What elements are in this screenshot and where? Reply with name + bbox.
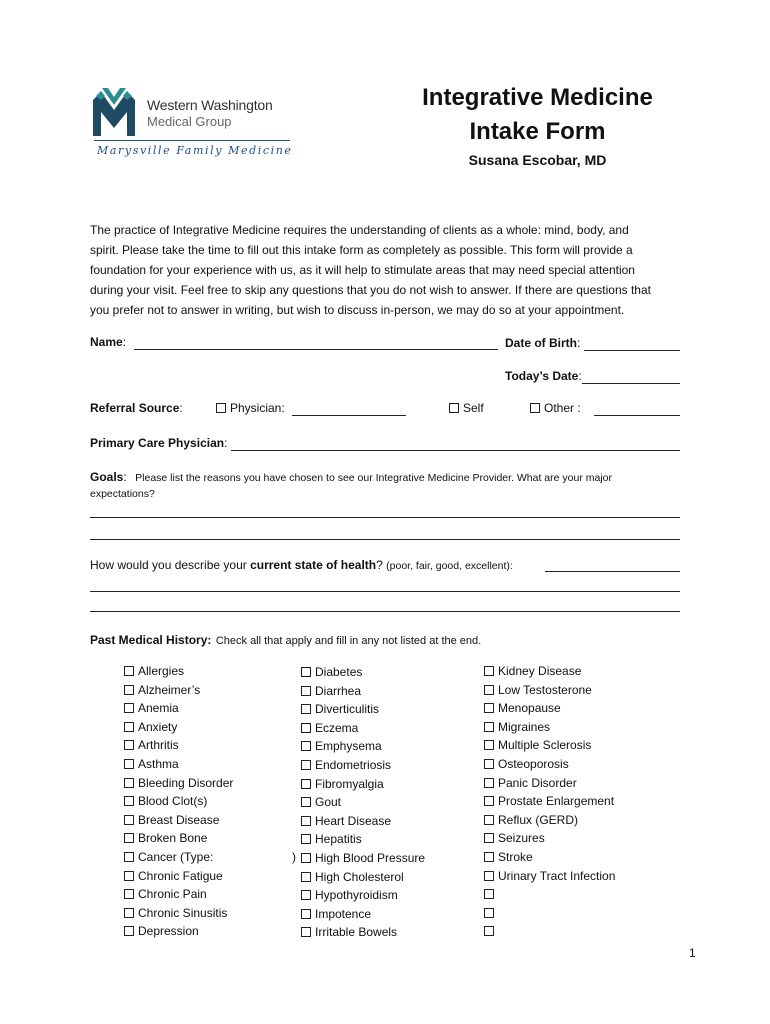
health-line-1[interactable] — [90, 591, 680, 592]
self-checkbox[interactable] — [449, 403, 459, 413]
condition-checkbox[interactable] — [484, 871, 494, 881]
condition-checkbox[interactable] — [124, 889, 134, 899]
condition-item: Anemia — [124, 699, 233, 718]
condition-checkbox[interactable] — [124, 666, 134, 676]
condition-checkbox[interactable] — [484, 796, 494, 806]
intro-line: The practice of Integrative Medicine requires the understanding of clients as a whole: mind, body, and — [90, 223, 629, 237]
condition-checkbox[interactable] — [124, 833, 134, 843]
condition-item: Hepatitis — [301, 830, 425, 849]
condition-checkbox[interactable] — [484, 740, 494, 750]
condition-checkbox[interactable] — [484, 666, 494, 676]
condition-item: Seizures — [484, 829, 615, 848]
condition-checkbox[interactable] — [301, 779, 311, 789]
condition-item: Emphysema — [301, 737, 425, 756]
goals-prompt-cont: expectations? — [90, 488, 155, 500]
condition-checkbox[interactable] — [124, 778, 134, 788]
condition-item: Multiple Sclerosis — [484, 736, 615, 755]
condition-item: Heart Disease — [301, 812, 425, 831]
condition-item: Cancer (Type: — [124, 848, 233, 867]
condition-item: Low Testosterone — [484, 681, 615, 700]
condition-checkbox[interactable] — [301, 741, 311, 751]
pcp-label: Primary Care Physician: — [90, 436, 228, 450]
condition-checkbox[interactable] — [301, 927, 311, 937]
condition-checkbox[interactable] — [124, 815, 134, 825]
condition-checkbox[interactable] — [124, 703, 134, 713]
condition-checkbox[interactable] — [301, 872, 311, 882]
dob-label: Date of Birth: — [505, 336, 581, 350]
physician-checkbox[interactable] — [216, 403, 226, 413]
logo-tagline: Marysville Family Medicine — [97, 144, 293, 157]
condition-checkbox[interactable] — [301, 760, 311, 770]
condition-checkbox[interactable] — [484, 852, 494, 862]
health-line-2[interactable] — [90, 611, 680, 612]
condition-checkbox[interactable] — [301, 890, 311, 900]
condition-checkbox[interactable] — [301, 853, 311, 863]
condition-item: Anxiety — [124, 718, 233, 737]
intro-line: spirit. Please take the time to fill out this intake form as completely as possible. This form will provide a — [90, 243, 633, 257]
condition-item: Endometriosis — [301, 756, 425, 775]
intro-line: foundation for your experience with us, as it will help to stimulate areas that may need special attention — [90, 263, 635, 277]
pmh-column-1 — [124, 662, 233, 941]
condition-checkbox[interactable] — [301, 909, 311, 919]
goals-line-2[interactable] — [90, 539, 680, 540]
pcp-field[interactable] — [231, 450, 680, 451]
goals-line-1[interactable] — [90, 517, 680, 518]
condition-item: Chronic Sinusitis — [124, 904, 233, 923]
cancer-type-close-paren: ) — [292, 850, 296, 864]
referral-source-label: Referral Source: — [90, 401, 183, 415]
condition-item: Chronic Fatigue — [124, 867, 233, 886]
goals-label: Goals — [90, 470, 124, 484]
condition-checkbox-blank[interactable] — [484, 889, 494, 899]
todays-date-label: Today’s Date: — [505, 369, 582, 383]
condition-item: Diabetes — [301, 663, 425, 682]
referral-physician-option[interactable]: Physician: — [216, 401, 285, 415]
wwmg-logo-icon — [93, 88, 135, 136]
name-label: Name: — [90, 335, 127, 349]
intro-paragraph — [90, 220, 700, 320]
condition-item: High Cholesterol — [301, 868, 425, 887]
pmh-instructions: Check all that apply and fill in any not listed at the end. — [215, 635, 482, 647]
condition-item: Hypothyroidism — [301, 886, 425, 905]
condition-checkbox-blank[interactable] — [484, 926, 494, 936]
condition-item: Prostate Enlargement — [484, 792, 615, 811]
condition-item-blank — [484, 922, 615, 941]
condition-checkbox[interactable] — [484, 815, 494, 825]
condition-item: Migraines — [484, 718, 615, 737]
intro-line: you prefer not to answer in writing, but wish to discuss in-person, we may do so at your appointment. — [90, 303, 625, 317]
condition-checkbox[interactable] — [484, 833, 494, 843]
condition-item: Arthritis — [124, 736, 233, 755]
condition-item: Diarrhea — [301, 682, 425, 701]
health-answer-field[interactable] — [545, 571, 680, 572]
pmh-title: Past Medical History: — [90, 633, 212, 647]
condition-item: Diverticulitis — [301, 700, 425, 719]
page-number: 1 — [689, 946, 696, 960]
condition-checkbox[interactable] — [124, 871, 134, 881]
condition-item: Menopause — [484, 699, 615, 718]
pmh-heading — [90, 631, 481, 649]
condition-checkbox[interactable] — [484, 759, 494, 769]
logo-name-line1: Western Washington — [147, 97, 273, 113]
physician-name-field[interactable] — [292, 415, 406, 416]
condition-item: Urinary Tract Infection — [484, 867, 615, 886]
form-subtitle: Susana Escobar, MD — [468, 152, 607, 168]
logo-name-line2: Medical Group — [147, 114, 232, 129]
goals-prompt: Please list the reasons you have chosen to see our Integrative Medicine Provider. What are your major — [135, 472, 612, 484]
condition-checkbox[interactable] — [124, 740, 134, 750]
goals-section: Goals: Please list the reasons you have chosen to see our Integrative Medicine Provider. What are your major — [90, 470, 612, 484]
condition-item: Osteoporosis — [484, 755, 615, 774]
condition-item: Chronic Pain — [124, 885, 233, 904]
referral-other-option[interactable]: Other : — [530, 401, 581, 415]
condition-checkbox[interactable] — [124, 722, 134, 732]
other-checkbox[interactable] — [530, 403, 540, 413]
condition-checkbox[interactable] — [124, 796, 134, 806]
condition-item: Breast Disease — [124, 811, 233, 830]
condition-checkbox[interactable] — [301, 816, 311, 826]
condition-item: Asthma — [124, 755, 233, 774]
todays-date-field[interactable] — [582, 383, 680, 384]
condition-item-blank — [484, 885, 615, 904]
condition-item: High Blood Pressure — [301, 849, 425, 868]
condition-item: Bleeding Disorder — [124, 774, 233, 793]
condition-item: Stroke — [484, 848, 615, 867]
condition-item: Allergies — [124, 662, 233, 681]
dob-field[interactable] — [584, 350, 680, 351]
condition-item: Alzheimer’s — [124, 681, 233, 700]
name-field[interactable] — [134, 349, 498, 350]
condition-item-blank — [484, 904, 615, 923]
referral-other-field[interactable] — [594, 415, 680, 416]
condition-checkbox[interactable] — [124, 759, 134, 769]
condition-item: Irritable Bowels — [301, 923, 425, 942]
health-options: (poor, fair, good, excellent): — [386, 560, 513, 572]
condition-item: Kidney Disease — [484, 662, 615, 681]
condition-checkbox[interactable] — [301, 704, 311, 714]
condition-checkbox[interactable] — [484, 703, 494, 713]
condition-item: Gout — [301, 793, 425, 812]
condition-checkbox[interactable] — [301, 834, 311, 844]
condition-checkbox[interactable] — [301, 797, 311, 807]
pmh-column-3 — [484, 662, 615, 941]
condition-item: Depression — [124, 922, 233, 941]
condition-checkbox-blank[interactable] — [484, 908, 494, 918]
logo-divider — [94, 140, 290, 141]
form-title-line1: Integrative Medicine — [422, 84, 653, 111]
condition-checkbox[interactable] — [124, 926, 134, 936]
condition-checkbox[interactable] — [484, 685, 494, 695]
referral-self-option[interactable]: Self — [449, 401, 484, 415]
condition-item: Blood Clot(s) — [124, 792, 233, 811]
condition-item: Eczema — [301, 719, 425, 738]
condition-checkbox[interactable] — [484, 778, 494, 788]
condition-item: Impotence — [301, 905, 425, 924]
condition-checkbox[interactable] — [124, 908, 134, 918]
intro-line: during your visit. Feel free to skip any questions that you do not wish to answer. If there are questions that — [90, 283, 651, 297]
condition-item: Fibromyalgia — [301, 775, 425, 794]
condition-checkbox[interactable] — [124, 685, 134, 695]
health-question: How would you describe your current state of health? (poor, fair, good, excellent): — [90, 558, 513, 572]
condition-checkbox[interactable] — [124, 852, 134, 862]
condition-checkbox[interactable] — [301, 667, 311, 677]
condition-checkbox[interactable] — [301, 686, 311, 696]
condition-checkbox[interactable] — [484, 722, 494, 732]
pmh-column-2 — [301, 663, 425, 942]
condition-item: Broken Bone — [124, 829, 233, 848]
condition-checkbox[interactable] — [301, 723, 311, 733]
form-title-line2: Intake Form — [469, 118, 606, 145]
condition-item: Reflux (GERD) — [484, 811, 615, 830]
condition-item: Panic Disorder — [484, 774, 615, 793]
